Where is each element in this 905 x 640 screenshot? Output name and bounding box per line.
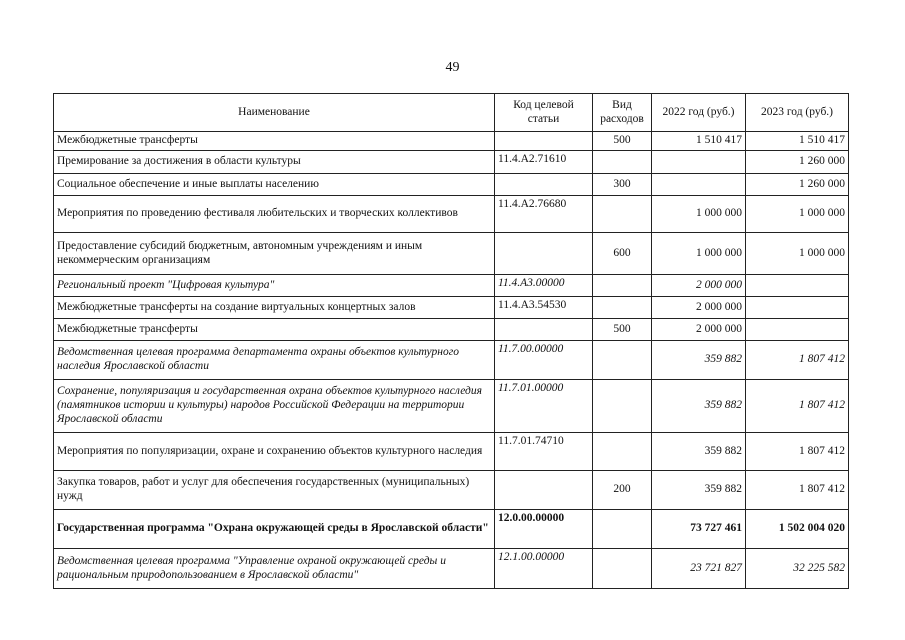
cell-2022: 359 882 bbox=[652, 341, 746, 380]
cell-expense-type bbox=[593, 549, 652, 589]
header-code: Код целевой статьи bbox=[495, 94, 593, 132]
cell-expense-type bbox=[593, 275, 652, 297]
cell-name: Ведомственная целевая программа департамента охраны объектов культурного наследия Ярославской области bbox=[54, 341, 495, 380]
cell-name: Межбюджетные трансферты bbox=[54, 319, 495, 341]
cell-2023: 1 000 000 bbox=[746, 196, 849, 233]
cell-expense-type: 600 bbox=[593, 233, 652, 275]
table-row bbox=[54, 151, 849, 174]
cell-code bbox=[495, 132, 593, 151]
table-row bbox=[54, 275, 849, 297]
header-name: Наименование bbox=[54, 94, 495, 132]
cell-2022: 2 000 000 bbox=[652, 319, 746, 341]
table-row bbox=[54, 174, 849, 196]
cell-expense-type: 500 bbox=[593, 319, 652, 341]
table-header-row bbox=[54, 94, 849, 132]
cell-expense-type bbox=[593, 151, 652, 174]
cell-name: Социальное обеспечение и иные выплаты населению bbox=[54, 174, 495, 196]
cell-expense-type bbox=[593, 297, 652, 319]
cell-2022: 359 882 bbox=[652, 433, 746, 471]
cell-code bbox=[495, 319, 593, 341]
cell-expense-type: 300 bbox=[593, 174, 652, 196]
header-2023: 2023 год (руб.) bbox=[746, 94, 849, 132]
cell-expense-type: 200 bbox=[593, 471, 652, 510]
cell-2022: 2 000 000 bbox=[652, 275, 746, 297]
cell-code bbox=[495, 174, 593, 196]
table-row bbox=[54, 510, 849, 549]
cell-2022: 23 721 827 bbox=[652, 549, 746, 589]
cell-code: 11.4.А2.71610 bbox=[495, 151, 593, 174]
cell-2022: 359 882 bbox=[652, 380, 746, 433]
cell-2023: 1 510 417 bbox=[746, 132, 849, 151]
cell-code: 11.4.А2.76680 bbox=[495, 196, 593, 233]
cell-code bbox=[495, 233, 593, 275]
table-row bbox=[54, 433, 849, 471]
cell-2023: 1 502 004 020 bbox=[746, 510, 849, 549]
cell-2022 bbox=[652, 174, 746, 196]
cell-code: 11.4.А3.54530 bbox=[495, 297, 593, 319]
cell-name: Закупка товаров, работ и услуг для обеспечения государственных (муниципальных) нужд bbox=[54, 471, 495, 510]
table-row bbox=[54, 549, 849, 589]
cell-expense-type: 500 bbox=[593, 132, 652, 151]
cell-name: Региональный проект "Цифровая культура" bbox=[54, 275, 495, 297]
table-row bbox=[54, 341, 849, 380]
cell-name: Сохранение, популяризация и государственная охрана объектов культурного наследия (памятников истории и культуры) народов Российской Федерации на территории Ярославской области bbox=[54, 380, 495, 433]
cell-code bbox=[495, 471, 593, 510]
cell-expense-type bbox=[593, 380, 652, 433]
table-body bbox=[54, 132, 849, 589]
cell-2023: 32 225 582 bbox=[746, 549, 849, 589]
cell-2022: 1 000 000 bbox=[652, 196, 746, 233]
cell-expense-type bbox=[593, 510, 652, 549]
cell-2023: 1 260 000 bbox=[746, 151, 849, 174]
cell-2023: 1 807 412 bbox=[746, 341, 849, 380]
cell-code: 11.4.А3.00000 bbox=[495, 275, 593, 297]
cell-name: Межбюджетные трансферты на создание виртуальных концертных залов bbox=[54, 297, 495, 319]
header-expense-type: Вид расходов bbox=[593, 94, 652, 132]
cell-name: Государственная программа "Охрана окружающей среды в Ярославской области" bbox=[54, 510, 495, 549]
cell-2023: 1 260 000 bbox=[746, 174, 849, 196]
cell-expense-type bbox=[593, 196, 652, 233]
table-row bbox=[54, 297, 849, 319]
table-row bbox=[54, 196, 849, 233]
table-row bbox=[54, 233, 849, 275]
cell-2023: 1 807 412 bbox=[746, 380, 849, 433]
cell-2023: 1 807 412 bbox=[746, 433, 849, 471]
cell-name: Ведомственная целевая программа "Управление охраной окружающей среды и рациональным природопользованием в Ярославской области" bbox=[54, 549, 495, 589]
page-number: 49 bbox=[445, 60, 460, 75]
cell-2023 bbox=[746, 319, 849, 341]
cell-name: Предоставление субсидий бюджетным, автономным учреждениям и иным некоммерческим организациям bbox=[54, 233, 495, 275]
table-row bbox=[54, 471, 849, 510]
budget-table bbox=[53, 93, 849, 589]
cell-code: 11.7.00.00000 bbox=[495, 341, 593, 380]
cell-2022 bbox=[652, 151, 746, 174]
cell-2022: 1 510 417 bbox=[652, 132, 746, 151]
cell-name: Мероприятия по проведению фестиваля любительских и творческих коллективов bbox=[54, 196, 495, 233]
cell-name: Премирование за достижения в области культуры bbox=[54, 151, 495, 174]
cell-expense-type bbox=[593, 433, 652, 471]
cell-expense-type bbox=[593, 341, 652, 380]
table-row bbox=[54, 380, 849, 433]
header-2022: 2022 год (руб.) bbox=[652, 94, 746, 132]
cell-name: Межбюджетные трансферты bbox=[54, 132, 495, 151]
table-row bbox=[54, 319, 849, 341]
cell-2023: 1 807 412 bbox=[746, 471, 849, 510]
cell-code: 12.1.00.00000 bbox=[495, 549, 593, 589]
cell-2023 bbox=[746, 297, 849, 319]
cell-code: 12.0.00.00000 bbox=[495, 510, 593, 549]
cell-code: 11.7.01.74710 bbox=[495, 433, 593, 471]
cell-2022: 359 882 bbox=[652, 471, 746, 510]
cell-2023 bbox=[746, 275, 849, 297]
cell-2023: 1 000 000 bbox=[746, 233, 849, 275]
table-row bbox=[54, 132, 849, 151]
cell-code: 11.7.01.00000 bbox=[495, 380, 593, 433]
cell-2022: 73 727 461 bbox=[652, 510, 746, 549]
cell-2022: 1 000 000 bbox=[652, 233, 746, 275]
cell-name: Мероприятия по популяризации, охране и сохранению объектов культурного наследия bbox=[54, 433, 495, 471]
cell-2022: 2 000 000 bbox=[652, 297, 746, 319]
